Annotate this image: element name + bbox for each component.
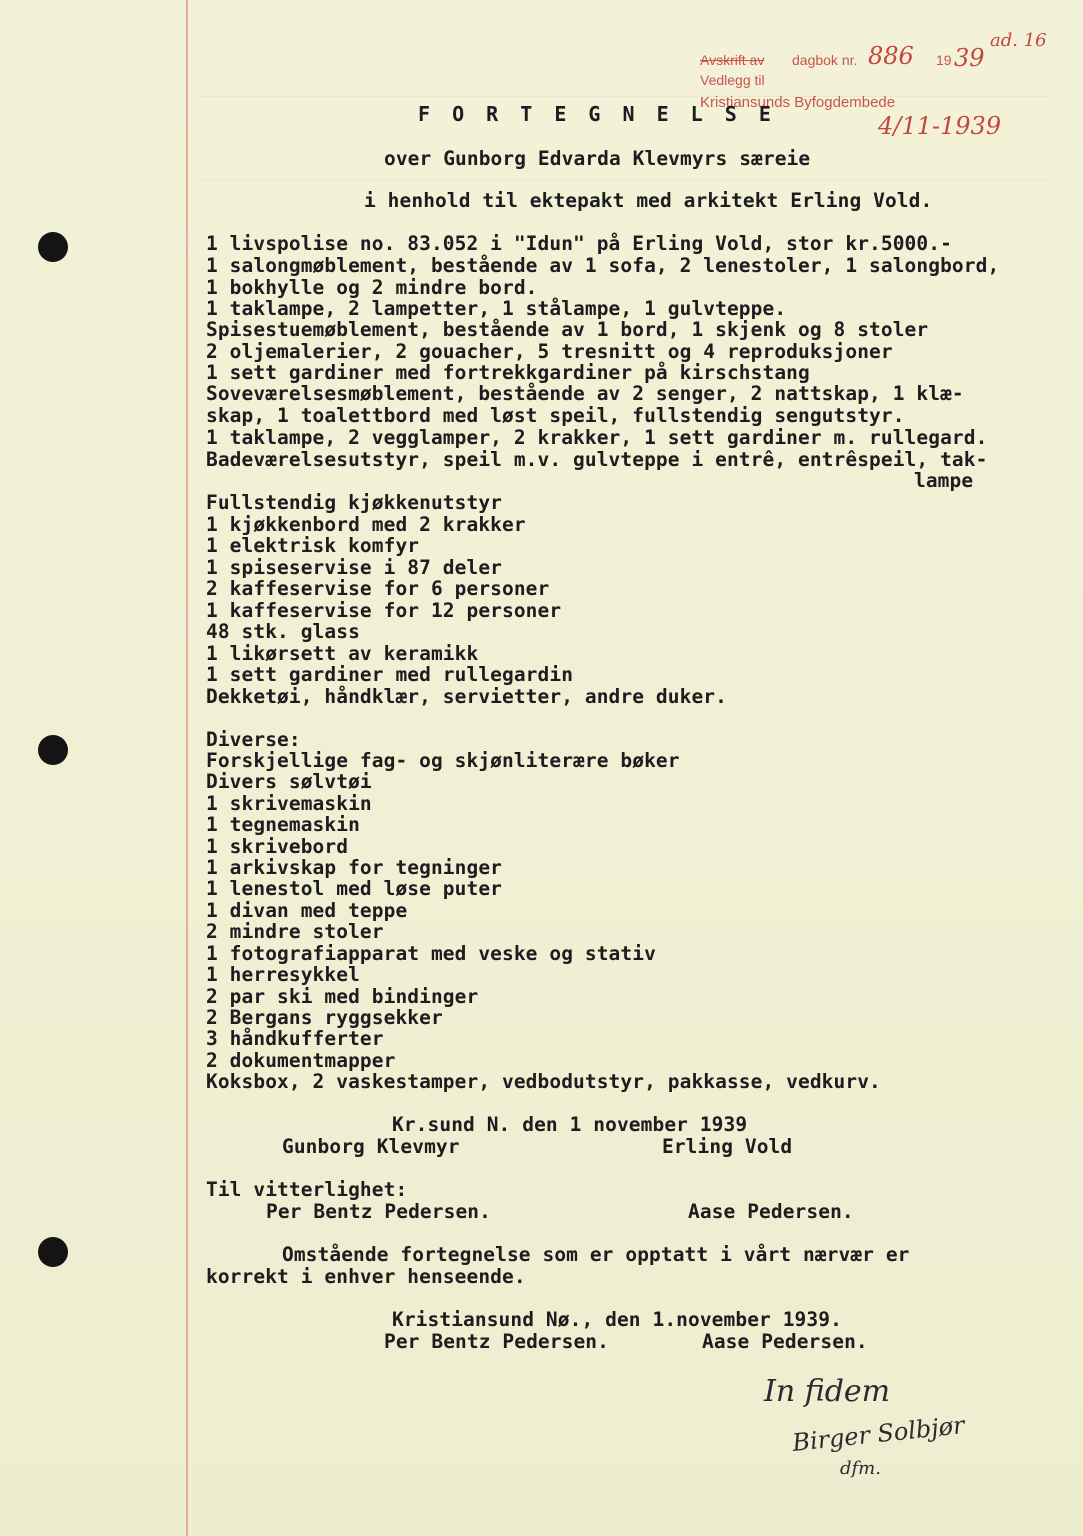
list-item: skap, 1 toalettbord med løst speil, fullstendig sengutstyr. — [206, 404, 905, 427]
list-item: Soveværelsesmøblement, bestående av 2 senger, 2 nattskap, 1 klæ- — [206, 382, 964, 405]
list-item: 1 kaffeservise for 12 personer — [206, 599, 562, 622]
attestation-witness-2: Aase Pedersen. — [702, 1330, 868, 1353]
margin-rule — [186, 0, 188, 1536]
stamp-year-suffix-wrap — [954, 44, 985, 72]
stamp-line1-prefix: Avskrift av — [700, 52, 765, 68]
list-item: Fullstendig kjøkkenutstyr — [206, 491, 502, 514]
witness-2: Aase Pedersen. — [688, 1200, 854, 1223]
witness-heading: Til vitterlighet: — [206, 1178, 408, 1201]
list-item: 2 oljemalerier, 2 gouacher, 5 tresnitt og 4 reproduksjoner — [206, 340, 893, 363]
stamp-year-prefix: 19 — [936, 52, 952, 68]
stamp-ad-note: ad. 16 — [990, 30, 1047, 51]
attestation-witness-1: Per Bentz Pedersen. — [384, 1330, 609, 1353]
closing-handwriting-2: Birger Solbjør — [791, 1411, 966, 1457]
punch-hole — [38, 232, 68, 262]
list-item: 2 kaffeservise for 6 personer — [206, 577, 550, 600]
list-item: 1 sett gardiner med rullegardin — [206, 663, 574, 686]
punch-hole — [38, 1237, 68, 1267]
list-item: 2 par ski med bindinger — [206, 985, 479, 1008]
list-item: 1 taklampe, 2 vegglamper, 2 krakker, 1 sett gardiner m. rullegard. — [206, 426, 988, 449]
list-item: 1 skrivemaskin — [206, 792, 372, 815]
list-item: 1 lenestol med løse puter — [206, 877, 502, 900]
stamp-line1-mid: dagbok nr. — [792, 52, 858, 68]
document-subtitle-2: i henhold til ektepakt med arkitekt Erling Vold. — [364, 189, 933, 212]
witness-1: Per Bentz Pedersen. — [266, 1200, 491, 1223]
section-heading-diverse: Diverse: — [206, 728, 301, 751]
list-item: lampe — [914, 469, 974, 492]
signer-2: Erling Vold — [662, 1135, 793, 1158]
document-subtitle-1: over Gunborg Edvarda Klevmyrs særeie — [384, 147, 811, 170]
list-item: Badeværelsesutstyr, speil m.v. gulvteppe i entrê, entrêspeil, tak- — [206, 448, 988, 471]
list-item: 1 tegnemaskin — [206, 813, 360, 836]
stamp-office: Kristiansunds Byfogdembede — [700, 94, 896, 111]
document-title: F O R T E G N E L S E — [418, 102, 776, 126]
list-item: 1 divan med teppe — [206, 899, 408, 922]
attestation-line-2: korrekt i enhver henseende. — [206, 1265, 526, 1288]
list-item: 1 skrivebord — [206, 835, 349, 858]
list-item: 2 mindre stoler — [206, 920, 384, 943]
list-item: 1 spiseservise i 87 deler — [206, 556, 502, 579]
list-item: 1 taklampe, 2 lampetter, 1 stålampe, 1 gulvteppe. — [206, 297, 787, 320]
stamp-year-suffix: 39 — [954, 44, 985, 72]
stamp-date: 4/11-1939 — [878, 112, 1002, 140]
list-item: Spisestuemøblement, bestående av 1 bord, 1 skjenk og 8 stoler — [206, 318, 929, 341]
list-item: Forskjellige fag- og skjønliterære bøker — [206, 749, 680, 772]
place-date: Kr.sund N. den 1 november 1939 — [392, 1113, 748, 1136]
stamp-date-wrap — [878, 112, 1001, 140]
list-item: 3 håndkufferter — [206, 1027, 384, 1050]
attestation-place-date: Kristiansund Nø., den 1.november 1939. — [392, 1308, 842, 1331]
closing-handwriting-1: In fidem — [764, 1374, 891, 1409]
list-item: 1 fotografiapparat med veske og stativ — [206, 942, 656, 965]
list-item: 1 elektrisk komfyr — [206, 534, 420, 557]
stamp-line2: Vedlegg til — [700, 72, 765, 88]
list-item: Dekketøi, håndklær, servietter, andre duker. — [206, 685, 727, 708]
list-item: 1 arkivskap for tegninger — [206, 856, 502, 879]
list-item: 2 Bergans ryggsekker — [206, 1006, 443, 1029]
punch-hole — [38, 735, 68, 765]
closing-handwriting-3: dfm. — [840, 1458, 881, 1479]
list-item: Divers sølvtøi — [206, 770, 372, 793]
attestation-line-1: Omstående fortegnelse som er opptatt i vårt nærvær er — [282, 1243, 910, 1266]
stamp-dagbok-number-wrap — [868, 42, 914, 70]
list-item: 1 salongmøblement, bestående av 1 sofa, 2 lenestoler, 1 salongbord, — [206, 254, 1000, 277]
list-item: 2 dokumentmapper — [206, 1049, 396, 1072]
list-item: 1 kjøkkenbord med 2 krakker — [206, 513, 526, 536]
list-item: 1 likørsett av keramikk — [206, 642, 479, 665]
stamp-ad-note-wrap — [990, 30, 1047, 51]
signer-1: Gunborg Klevmyr — [282, 1135, 460, 1158]
bleed-through — [200, 180, 1050, 181]
list-item: 1 livspolise no. 83.052 i "Idun" på Erling Vold, stor kr.5000.- — [206, 232, 952, 255]
list-item: Koksbox, 2 vaskestamper, vedbodutstyr, pakkasse, vedkurv. — [206, 1070, 881, 1093]
list-item: 1 sett gardiner med fortrekkgardiner på kirschstang — [206, 361, 810, 384]
list-item: 1 herresykkel — [206, 963, 360, 986]
stamp-dagbok-number: 886 — [868, 42, 914, 70]
list-item: 1 bokhylle og 2 mindre bord. — [206, 276, 538, 299]
bleed-through — [200, 96, 1050, 97]
list-item: 48 stk. glass — [206, 620, 360, 643]
